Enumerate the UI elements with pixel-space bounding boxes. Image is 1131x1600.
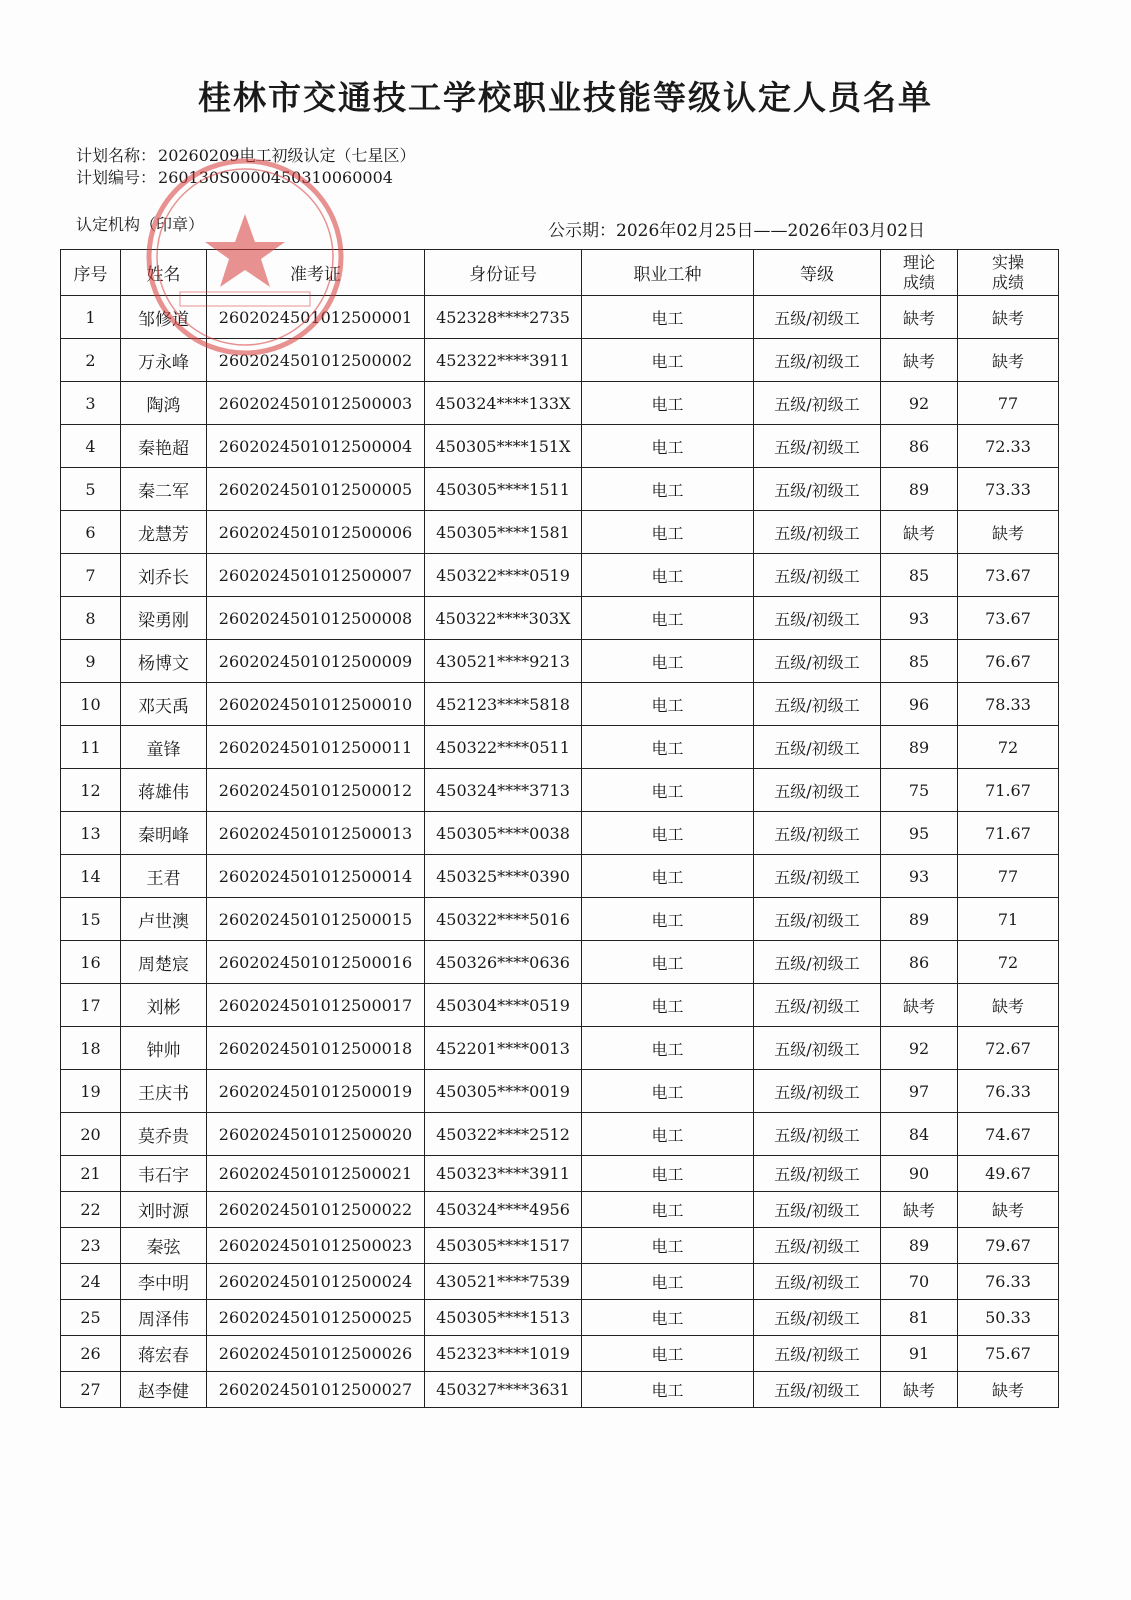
cell-trade: 电工 [582,1027,754,1070]
document-title: 桂林市交通技工学校职业技能等级认定人员名单 [198,78,933,117]
cell-no: 2 [61,339,121,382]
cell-name: 秦二军 [121,468,207,511]
cell-name: 秦艳超 [121,425,207,468]
cell-trade: 电工 [582,468,754,511]
cell-practical: 72.33 [958,425,1059,468]
cell-exam-id: 2602024501012500004 [207,425,425,468]
cell-no: 12 [61,769,121,812]
cell-practical: 49.67 [958,1156,1059,1192]
cell-name: 王君 [121,855,207,898]
cell-exam-id: 2602024501012500002 [207,339,425,382]
cell-theory: 96 [881,683,958,726]
cell-level: 五级/初级工 [754,984,881,1027]
cell-trade: 电工 [582,855,754,898]
cell-exam-id: 2602024501012500021 [207,1156,425,1192]
cell-theory: 缺考 [881,1372,958,1408]
cell-level: 五级/初级工 [754,296,881,339]
cell-name: 李中明 [121,1264,207,1300]
cell-name: 童锋 [121,726,207,769]
cell-id-number: 452323****1019 [425,1336,582,1372]
cell-theory: 92 [881,1027,958,1070]
cell-theory: 89 [881,468,958,511]
cell-id-number: 452328****2735 [425,296,582,339]
cell-level: 五级/初级工 [754,339,881,382]
cell-no: 3 [61,382,121,425]
cell-trade: 电工 [582,554,754,597]
cell-level: 五级/初级工 [754,1228,881,1264]
cell-no: 14 [61,855,121,898]
cell-trade: 电工 [582,769,754,812]
cell-level: 五级/初级工 [754,941,881,984]
cell-theory: 缺考 [881,339,958,382]
cell-id-number: 450305****1581 [425,511,582,554]
cell-no: 21 [61,1156,121,1192]
cell-trade: 电工 [582,1264,754,1300]
cell-id-number: 452322****3911 [425,339,582,382]
plan-name-label: 计划名称： [76,146,157,165]
cell-level: 五级/初级工 [754,1156,881,1192]
table-row [61,511,1059,554]
col-header-no: 序号 [61,250,121,296]
cell-no: 17 [61,984,121,1027]
cell-trade: 电工 [582,1228,754,1264]
cell-no: 18 [61,1027,121,1070]
cell-id-number: 450322****0511 [425,726,582,769]
table-row [61,683,1059,726]
cell-level: 五级/初级工 [754,812,881,855]
col-header-level: 等级 [754,250,881,296]
cell-trade: 电工 [582,1336,754,1372]
cell-level: 五级/初级工 [754,554,881,597]
period-value: 2026年02月25日——2026年03月02日 [616,221,926,241]
cell-name: 赵李健 [121,1372,207,1408]
cell-practical: 缺考 [958,1192,1059,1228]
table-row [61,1192,1059,1228]
cell-id-number: 450305****1513 [425,1300,582,1336]
cell-id-number: 450305****0038 [425,812,582,855]
cell-name: 秦明峰 [121,812,207,855]
table-row [61,769,1059,812]
cell-level: 五级/初级工 [754,640,881,683]
cell-no: 8 [61,597,121,640]
cell-no: 25 [61,1300,121,1336]
cell-practical: 50.33 [958,1300,1059,1336]
roster-table [60,249,1059,1408]
cell-practical: 71.67 [958,812,1059,855]
cell-no: 27 [61,1372,121,1408]
col-header-theory-line1: 理论 [902,252,935,272]
cell-theory: 97 [881,1070,958,1113]
cell-trade: 电工 [582,1300,754,1336]
cell-level: 五级/初级工 [754,1264,881,1300]
cell-exam-id: 2602024501012500027 [207,1372,425,1408]
publicity-period [548,216,925,241]
cell-exam-id: 2602024501012500014 [207,855,425,898]
cell-theory: 85 [881,640,958,683]
cell-practical: 76.67 [958,640,1059,683]
cell-theory: 86 [881,941,958,984]
table-row [61,726,1059,769]
cell-no: 24 [61,1264,121,1300]
table-row [61,640,1059,683]
cell-no: 5 [61,468,121,511]
cell-name: 蒋雄伟 [121,769,207,812]
cell-exam-id: 2602024501012500024 [207,1264,425,1300]
cell-practical: 缺考 [958,296,1059,339]
cell-practical: 72 [958,941,1059,984]
cell-id-number: 430521****7539 [425,1264,582,1300]
cell-practical: 72 [958,726,1059,769]
cell-id-number: 450326****0636 [425,941,582,984]
cell-exam-id: 2602024501012500018 [207,1027,425,1070]
cell-name: 莫乔贵 [121,1113,207,1156]
plan-code-value: 260130S0000450310060004 [158,168,393,187]
cell-id-number: 450323****3911 [425,1156,582,1192]
cell-name: 陶鸿 [121,382,207,425]
col-header-practical-line1: 实操 [991,252,1024,272]
cell-name: 刘乔长 [121,554,207,597]
cell-level: 五级/初级工 [754,1336,881,1372]
cell-no: 22 [61,1192,121,1228]
cell-level: 五级/初级工 [754,511,881,554]
cell-trade: 电工 [582,640,754,683]
cell-practical: 78.33 [958,683,1059,726]
cell-name: 周楚宸 [121,941,207,984]
plan-code-line [76,165,393,188]
table-row [61,339,1059,382]
cell-practical: 76.33 [958,1264,1059,1300]
cell-theory: 95 [881,812,958,855]
cell-exam-id: 2602024501012500008 [207,597,425,640]
plan-code-label: 计划编号： [76,168,157,187]
cell-id-number: 450327****3631 [425,1372,582,1408]
cell-level: 五级/初级工 [754,1027,881,1070]
cell-name: 龙慧芳 [121,511,207,554]
cell-practical: 缺考 [958,1372,1059,1408]
cell-theory: 89 [881,726,958,769]
cell-exam-id: 2602024501012500017 [207,984,425,1027]
cell-practical: 74.67 [958,1113,1059,1156]
cell-id-number: 452123****5818 [425,683,582,726]
cell-theory: 84 [881,1113,958,1156]
cell-practical: 77 [958,382,1059,425]
cell-theory: 81 [881,1300,958,1336]
cell-trade: 电工 [582,296,754,339]
table-row [61,1027,1059,1070]
cell-exam-id: 2602024501012500009 [207,640,425,683]
cell-name: 卢世澳 [121,898,207,941]
cell-practical: 73.33 [958,468,1059,511]
cell-level: 五级/初级工 [754,425,881,468]
cell-trade: 电工 [582,984,754,1027]
cell-theory: 89 [881,898,958,941]
col-header-exam-id: 准考证 [207,250,425,296]
cell-theory: 91 [881,1336,958,1372]
table-row [61,1113,1059,1156]
table-row [61,296,1059,339]
cell-id-number: 450325****0390 [425,855,582,898]
cell-no: 9 [61,640,121,683]
cell-practical: 73.67 [958,554,1059,597]
table-row [61,898,1059,941]
authority-label: 认定机构（印章） [76,215,205,234]
table-row [61,1372,1059,1408]
col-header-practical-line2: 成绩 [991,272,1024,292]
cell-practical: 77 [958,855,1059,898]
cell-id-number: 450305****151X [425,425,582,468]
cell-exam-id: 2602024501012500026 [207,1336,425,1372]
table-row [61,941,1059,984]
cell-trade: 电工 [582,382,754,425]
cell-no: 4 [61,425,121,468]
cell-level: 五级/初级工 [754,1070,881,1113]
cell-id-number: 450324****3713 [425,769,582,812]
cell-no: 13 [61,812,121,855]
cell-id-number: 450304****0519 [425,984,582,1027]
table-row [61,1228,1059,1264]
cell-trade: 电工 [582,511,754,554]
cell-exam-id: 2602024501012500022 [207,1192,425,1228]
cell-exam-id: 2602024501012500005 [207,468,425,511]
table-row [61,1264,1059,1300]
cell-theory: 缺考 [881,984,958,1027]
cell-level: 五级/初级工 [754,1372,881,1408]
cell-theory: 92 [881,382,958,425]
table-row [61,1070,1059,1113]
cell-exam-id: 2602024501012500003 [207,382,425,425]
table-row [61,554,1059,597]
cell-practical: 缺考 [958,984,1059,1027]
roster-body [61,296,1059,1408]
cell-no: 10 [61,683,121,726]
cell-exam-id: 2602024501012500016 [207,941,425,984]
cell-trade: 电工 [582,1113,754,1156]
col-header-name: 姓名 [121,250,207,296]
cell-practical: 75.67 [958,1336,1059,1372]
cell-no: 20 [61,1113,121,1156]
col-header-trade: 职业工种 [582,250,754,296]
cell-exam-id: 2602024501012500001 [207,296,425,339]
cell-level: 五级/初级工 [754,683,881,726]
cell-exam-id: 2602024501012500007 [207,554,425,597]
cell-practical: 缺考 [958,339,1059,382]
cell-no: 23 [61,1228,121,1264]
cell-exam-id: 2602024501012500023 [207,1228,425,1264]
cell-id-number: 450322****2512 [425,1113,582,1156]
plan-name-value: 20260209电工初级认定（七星区） [158,146,416,165]
cell-trade: 电工 [582,425,754,468]
cell-theory: 缺考 [881,1192,958,1228]
cell-name: 钟帅 [121,1027,207,1070]
cell-level: 五级/初级工 [754,726,881,769]
cell-no: 11 [61,726,121,769]
cell-practical: 71 [958,898,1059,941]
cell-level: 五级/初级工 [754,855,881,898]
cell-trade: 电工 [582,726,754,769]
cell-trade: 电工 [582,1372,754,1408]
cell-name: 周泽伟 [121,1300,207,1336]
cell-exam-id: 2602024501012500015 [207,898,425,941]
cell-level: 五级/初级工 [754,382,881,425]
col-header-theory [881,250,958,296]
cell-level: 五级/初级工 [754,898,881,941]
cell-level: 五级/初级工 [754,1300,881,1336]
table-row [61,468,1059,511]
cell-id-number: 450322****303X [425,597,582,640]
cell-practical: 76.33 [958,1070,1059,1113]
cell-name: 韦石宇 [121,1156,207,1192]
cell-name: 王庆书 [121,1070,207,1113]
table-row [61,1336,1059,1372]
cell-id-number: 452201****0013 [425,1027,582,1070]
cell-exam-id: 2602024501012500011 [207,726,425,769]
cell-theory: 90 [881,1156,958,1192]
cell-no: 7 [61,554,121,597]
cell-practical: 缺考 [958,511,1059,554]
cell-name: 秦弦 [121,1228,207,1264]
plan-name-line [76,143,415,166]
cell-practical: 79.67 [958,1228,1059,1264]
cell-theory: 86 [881,425,958,468]
table-row [61,984,1059,1027]
cell-id-number: 430521****9213 [425,640,582,683]
cell-trade: 电工 [582,941,754,984]
cell-name: 邓天禹 [121,683,207,726]
table-row [61,1300,1059,1336]
cell-id-number: 450324****133X [425,382,582,425]
table-row [61,1156,1059,1192]
col-header-theory-line2: 成绩 [902,272,935,292]
cell-level: 五级/初级工 [754,769,881,812]
cell-trade: 电工 [582,1192,754,1228]
cell-no: 15 [61,898,121,941]
cell-theory: 70 [881,1264,958,1300]
cell-theory: 89 [881,1228,958,1264]
cell-no: 26 [61,1336,121,1372]
cell-id-number: 450305****0019 [425,1070,582,1113]
cell-name: 刘时源 [121,1192,207,1228]
cell-exam-id: 2602024501012500006 [207,511,425,554]
cell-no: 16 [61,941,121,984]
cell-exam-id: 2602024501012500019 [207,1070,425,1113]
cell-name: 杨博文 [121,640,207,683]
cell-theory: 93 [881,855,958,898]
table-row [61,382,1059,425]
table-row [61,855,1059,898]
cell-no: 1 [61,296,121,339]
cell-no: 19 [61,1070,121,1113]
cell-exam-id: 2602024501012500025 [207,1300,425,1336]
cell-level: 五级/初级工 [754,1113,881,1156]
cell-trade: 电工 [582,339,754,382]
table-row [61,425,1059,468]
cell-id-number: 450322****0519 [425,554,582,597]
cell-theory: 75 [881,769,958,812]
cell-id-number: 450324****4956 [425,1192,582,1228]
cell-no: 6 [61,511,121,554]
cell-exam-id: 2602024501012500013 [207,812,425,855]
cell-name: 蒋宏春 [121,1336,207,1372]
cell-exam-id: 2602024501012500020 [207,1113,425,1156]
cell-id-number: 450305****1517 [425,1228,582,1264]
cell-id-number: 450305****1511 [425,468,582,511]
cell-name: 邹修道 [121,296,207,339]
cell-practical: 72.67 [958,1027,1059,1070]
cell-theory: 缺考 [881,511,958,554]
cell-level: 五级/初级工 [754,1192,881,1228]
cell-name: 万永峰 [121,339,207,382]
cell-theory: 缺考 [881,296,958,339]
cell-theory: 93 [881,597,958,640]
col-header-practical [958,250,1059,296]
cell-trade: 电工 [582,597,754,640]
cell-practical: 71.67 [958,769,1059,812]
cell-trade: 电工 [582,683,754,726]
table-header-row [61,250,1059,296]
cell-exam-id: 2602024501012500010 [207,683,425,726]
cell-trade: 电工 [582,898,754,941]
cell-practical: 73.67 [958,597,1059,640]
cell-level: 五级/初级工 [754,468,881,511]
cell-trade: 电工 [582,1070,754,1113]
cell-id-number: 450322****5016 [425,898,582,941]
period-label: 公示期： [548,221,616,241]
cell-name: 刘彬 [121,984,207,1027]
cell-trade: 电工 [582,1156,754,1192]
table-row [61,597,1059,640]
cell-theory: 85 [881,554,958,597]
cell-level: 五级/初级工 [754,597,881,640]
col-header-id-number: 身份证号 [425,250,582,296]
cell-exam-id: 2602024501012500012 [207,769,425,812]
table-row [61,812,1059,855]
cell-name: 梁勇刚 [121,597,207,640]
cell-trade: 电工 [582,812,754,855]
